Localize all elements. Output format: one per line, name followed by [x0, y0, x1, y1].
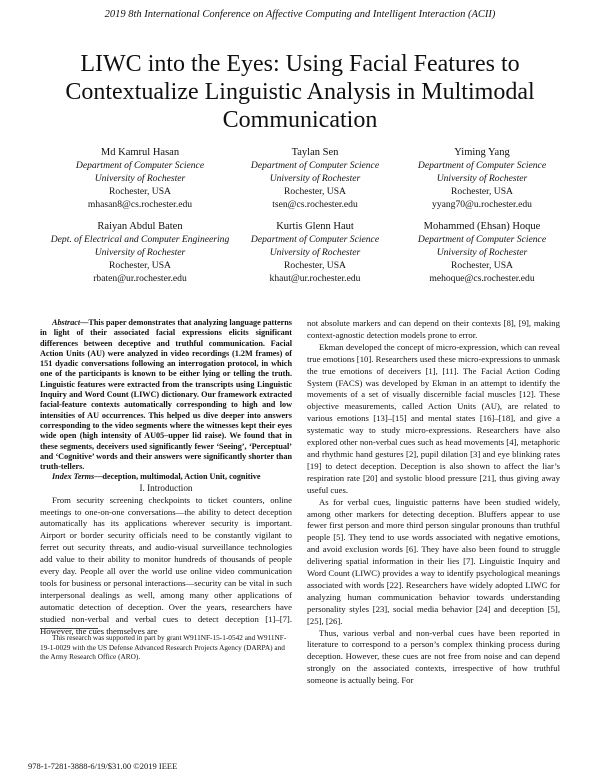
- author-block: [392, 146, 572, 211]
- index-terms-text: —deception, multimodal, Action Unit, cognitive: [94, 472, 261, 482]
- author-block: [40, 220, 240, 285]
- paragraph: Thus, various verbal and non-verbal cues have been reported in literature to correspond to a person’s complex thinking process during deception. However, these cues are not free from noise and can depend strongly on the associated contexts, irrespective of how truthful someone is actually being. For: [307, 627, 560, 686]
- author-email: mehoque@cs.rochester.edu: [429, 273, 535, 284]
- left-column: [40, 318, 292, 638]
- footnote: [40, 633, 292, 662]
- author-dept: Dept. of Electrical and Computer Engineering: [50, 234, 230, 245]
- author-email: rbaten@ur.rochester.edu: [93, 273, 187, 284]
- author-univ: University of Rochester: [94, 247, 186, 258]
- author-name: Kurtis Glenn Haut: [276, 221, 354, 232]
- abstract-label: Abstract: [52, 318, 81, 327]
- section-heading: I. Introduction: [139, 482, 193, 493]
- author-location: Rochester, USA: [451, 260, 513, 271]
- copyright-line: 978-1-7281-3888-6/19/$31.00 ©2019 IEEE: [28, 761, 178, 771]
- author-email: khaut@ur.rochester.edu: [269, 273, 361, 284]
- author-dept: Department of Computer Science: [75, 160, 205, 171]
- author-block: [50, 146, 230, 211]
- abstract-text: —This paper demonstrates that analyzing language patterns in light of their associated facial expressions elicits significant differences between deceptive and truthful communication. Facial Action Units (AU) were analyzed in video recordings (1.2M frames) of 151 dyadic conversations following an interrogation protocol, in which one of the participants is known to be either lying or telling the truth. Linguistic features were extracted from the transcripts using Linguistic Inquiry and Word Count (LIWC) dictionary. Our framework extracted facial-feature contexts automatically corresponding to high and low intensities of AU occurrences. This helped us dive deeper into answers corresponding to the video segments where the witnesses kept their eyes wide open (high intensity of AU05–upper lid raise). We found that in these segments, deceivers used significantly fewer ‘Seeing’, ‘Perceptual’ and ‘Cognitive’ words and their answers were significantly shorter than truth-tellers.: [40, 318, 292, 472]
- author-univ: University of Rochester: [94, 173, 186, 184]
- author-dept: Department of Computer Science: [417, 234, 547, 245]
- author-location: Rochester, USA: [451, 186, 513, 197]
- paragraph: From security screening checkpoints to ticket counters, online meetings to one-on-one conversations—the ability to detect deception automatically has its applications wherever security is important. Airport or border security officials need to be constantly vigilant to ferret out security threats, and audio-visual surveillance technologies add value to their ability to monitor hundreds of thousands of people every day. People all over the world use online video communication tools for business or personal interactions—security can be vital in such interpersonal dealings as well, among many other applications of automatic detection of deception. Over the years, researchers have studied non-verbal and verbal cues to detect deception [1]–[7]. However, the cues themselves are: [40, 494, 292, 636]
- author-location: Rochester, USA: [109, 186, 171, 197]
- author-dept: Department of Computer Science: [250, 160, 380, 171]
- author-dept: Department of Computer Science: [417, 160, 547, 171]
- author-location: Rochester, USA: [284, 260, 346, 271]
- paragraph: Ekman developed the concept of micro-expression, which can reveal true emotions [10]. Researchers used these micro-expressions to unmask the true emotions of deceivers [1], [11]. The Facial Action Coding System (FACS) was developed by Ekman in an attempt to identify the movements of a set of visually discernible facial muscles [12]. These objective measurements, called Action Units (AU), are related to various emotions [13]–[15] and mental states [16]–[18], and give a systematic way to study micro-expressions. Researchers have also explored other non-verbal cues such as head movements [4], metaphoric and rhythmic hand gestures [2], pupil dilation [3] and eye blinking rates [19] to detect deception. Deception is also shown to affect the liar’s respiration rate [20] and systolic blood pressure [21], thus giving away useful cues.: [307, 341, 560, 495]
- author-name: Mohammed (Ehsan) Hoque: [423, 221, 541, 232]
- conference-header: 2019 8th International Conference on Affective Computing and Intelligent Interaction (ACII): [104, 9, 496, 20]
- paragraph: As for verbal cues, linguistic patterns have been studied widely, among other markers for detecting deception. Bluffers appear to use fewer first person and more third person singular pronouns than truthful people [5]. They tend to use words associated with negative emotions, and avoid exclusion words [6]. They have also been found to struggle delivering spatial information in their lies [7]. Linguistic Inquiry and Word Count (LIWC) provides a way to identify psychological meanings associated with words [22]. Researchers have widely adopted LIWC for analyzing human communication behavior towards understanding personality styles [23], social media behavior [24] and deception [5], [25], [26].: [307, 496, 560, 626]
- author-name: Raiyan Abdul Baten: [97, 221, 183, 232]
- index-terms-label: Index Terms: [52, 472, 95, 482]
- index-terms: [40, 472, 292, 482]
- author-block: [392, 220, 572, 285]
- author-name: Yiming Yang: [454, 147, 510, 158]
- author-location: Rochester, USA: [109, 260, 171, 271]
- footnote-text: This research was supported in part by grant W911NF-15-1-0542 and W911NF-19-1-0029 with the US Defense Advanced Research Projects Agency (DARPA) and the Army Research Office (ARO).: [40, 633, 287, 662]
- author-dept: Department of Computer Science: [250, 234, 380, 245]
- author-email: tsen@cs.rochester.edu: [272, 199, 358, 210]
- author-block: [225, 220, 405, 285]
- author-email: yyang70@u.rochester.edu: [432, 199, 532, 210]
- author-univ: University of Rochester: [269, 247, 361, 258]
- author-block: [225, 146, 405, 211]
- paragraph: not absolute markers and can depend on their contexts [8], [9], making context-agnostic detection models prone to error.: [307, 318, 560, 340]
- footnote-rule: [40, 628, 98, 629]
- author-univ: University of Rochester: [269, 173, 361, 184]
- author-name: Md Kamrul Hasan: [100, 147, 180, 158]
- author-email: mhasan8@cs.rochester.edu: [87, 199, 193, 210]
- author-univ: University of Rochester: [436, 247, 528, 258]
- author-location: Rochester, USA: [284, 186, 346, 197]
- right-column: [307, 318, 560, 687]
- paper-title: LIWC into the Eyes: Using Facial Features to Contextualize Linguistic Analysis in Multimodal Communication: [65, 51, 535, 133]
- author-univ: University of Rochester: [436, 173, 528, 184]
- author-name: Taylan Sen: [291, 147, 339, 158]
- abstract: [40, 318, 292, 472]
